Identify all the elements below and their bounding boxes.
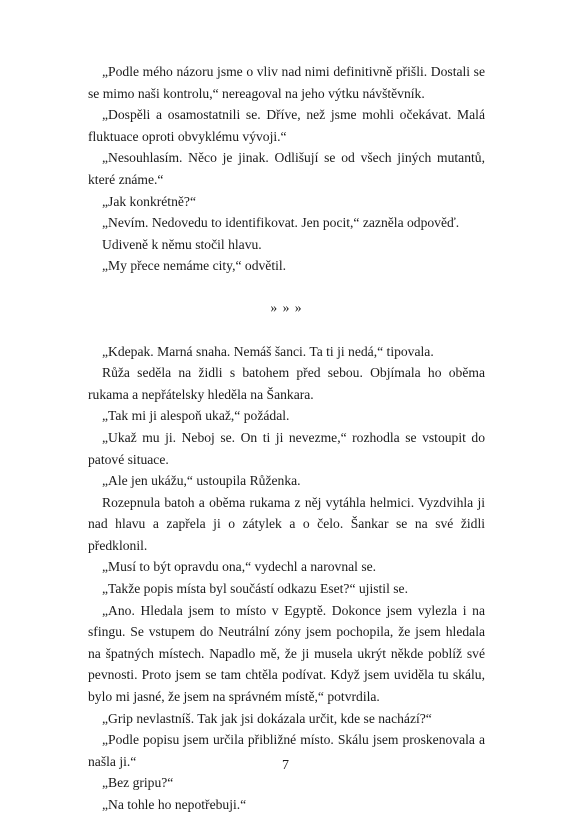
paragraph: „Takže popis místa byl součástí odkazu Eset?“ ujistil se. — [102, 581, 408, 597]
paragraph: „Nevím. Nedovedu to identifikovat. Jen pocit,“ zazněla odpověď. — [102, 215, 460, 231]
paragraph: „Tak mi ji alespoň ukaž,“ požádal. — [102, 408, 290, 424]
paragraph: „Kdepak. Marná snaha. Nemáš šanci. Ta ti ji nedá,“ tipovala. — [102, 343, 434, 359]
paragraph: „Nesouhlasím. Něco je jinak. Odlišují se od všech jiných mutantů, které známe.“ — [88, 150, 485, 187]
paragraph: „Podle mého názoru jsme o vliv nad nimi definitivně přišli. Dostali se se mimo naši kontrolu,“ nereagoval na jeho výtku návštěvník. — [88, 64, 485, 101]
scene-separator: » » » — [270, 299, 303, 315]
paragraph: Udiveně k němu stočil hlavu. — [102, 236, 262, 252]
paragraph: „Podle popisu jsem určila přibližné místo. Skálu jsem proskenovala a našla ji.“ — [88, 732, 485, 769]
paragraph: „Jak konkrétně?“ — [102, 193, 196, 209]
paragraph: „Dospěli a osamostatnili se. Dříve, než jsme mohli očekávat. Malá fluktuace oproti obvyklému vývoji.“ — [88, 107, 485, 144]
page-body — [88, 61, 485, 816]
paragraph: „Na tohle ho nepotřebuji.“ — [102, 797, 247, 812]
paragraph: „Bez gripu?“ — [102, 775, 174, 791]
paragraph: „Musí to být opravdu ona,“ vydechl a narovnal se. — [102, 559, 377, 575]
paragraph: Rozepnula batoh a oběma rukama z něj vytáhla helmici. Vyzdvihla ji nad hlavu a zapřela ji o zátylek a o čelo. Šankar se na své židli předklonil. — [88, 494, 485, 553]
paragraph: „Grip nevlastníš. Tak jak jsi dokázala určit, kde se nachází?“ — [102, 710, 432, 726]
paragraph: „My přece nemáme city,“ odvětil. — [102, 258, 287, 274]
paragraph: „Ano. Hledala jsem to místo v Egyptě. Dokonce jsem vylezla i na sfingu. Se vstupem do Neutrální zóny jsem pochopila, že jsem hledala na špatných místech. Napadlo mě, že ji musela ukrýt někde poblíž své pevnosti. Proto jsem se tam chtěla podívat. Když jsem uviděla tu skálu, bylo mi jasné, že jsem na správném místě,“ potvrdila. — [88, 602, 485, 705]
paragraph: „Ukaž mu ji. Neboj se. On ti ji nevezme,“ rozhodla se vstoupit do patové situace. — [88, 429, 485, 467]
paragraph: „Ale jen ukážu,“ ustoupila Růženka. — [102, 473, 301, 489]
paragraph: Růža seděla na židli s batohem před sebou. Objímala ho oběma rukama a nepřátelsky hleděla na Šankara. — [88, 365, 485, 402]
page-number: 7 — [282, 758, 289, 773]
